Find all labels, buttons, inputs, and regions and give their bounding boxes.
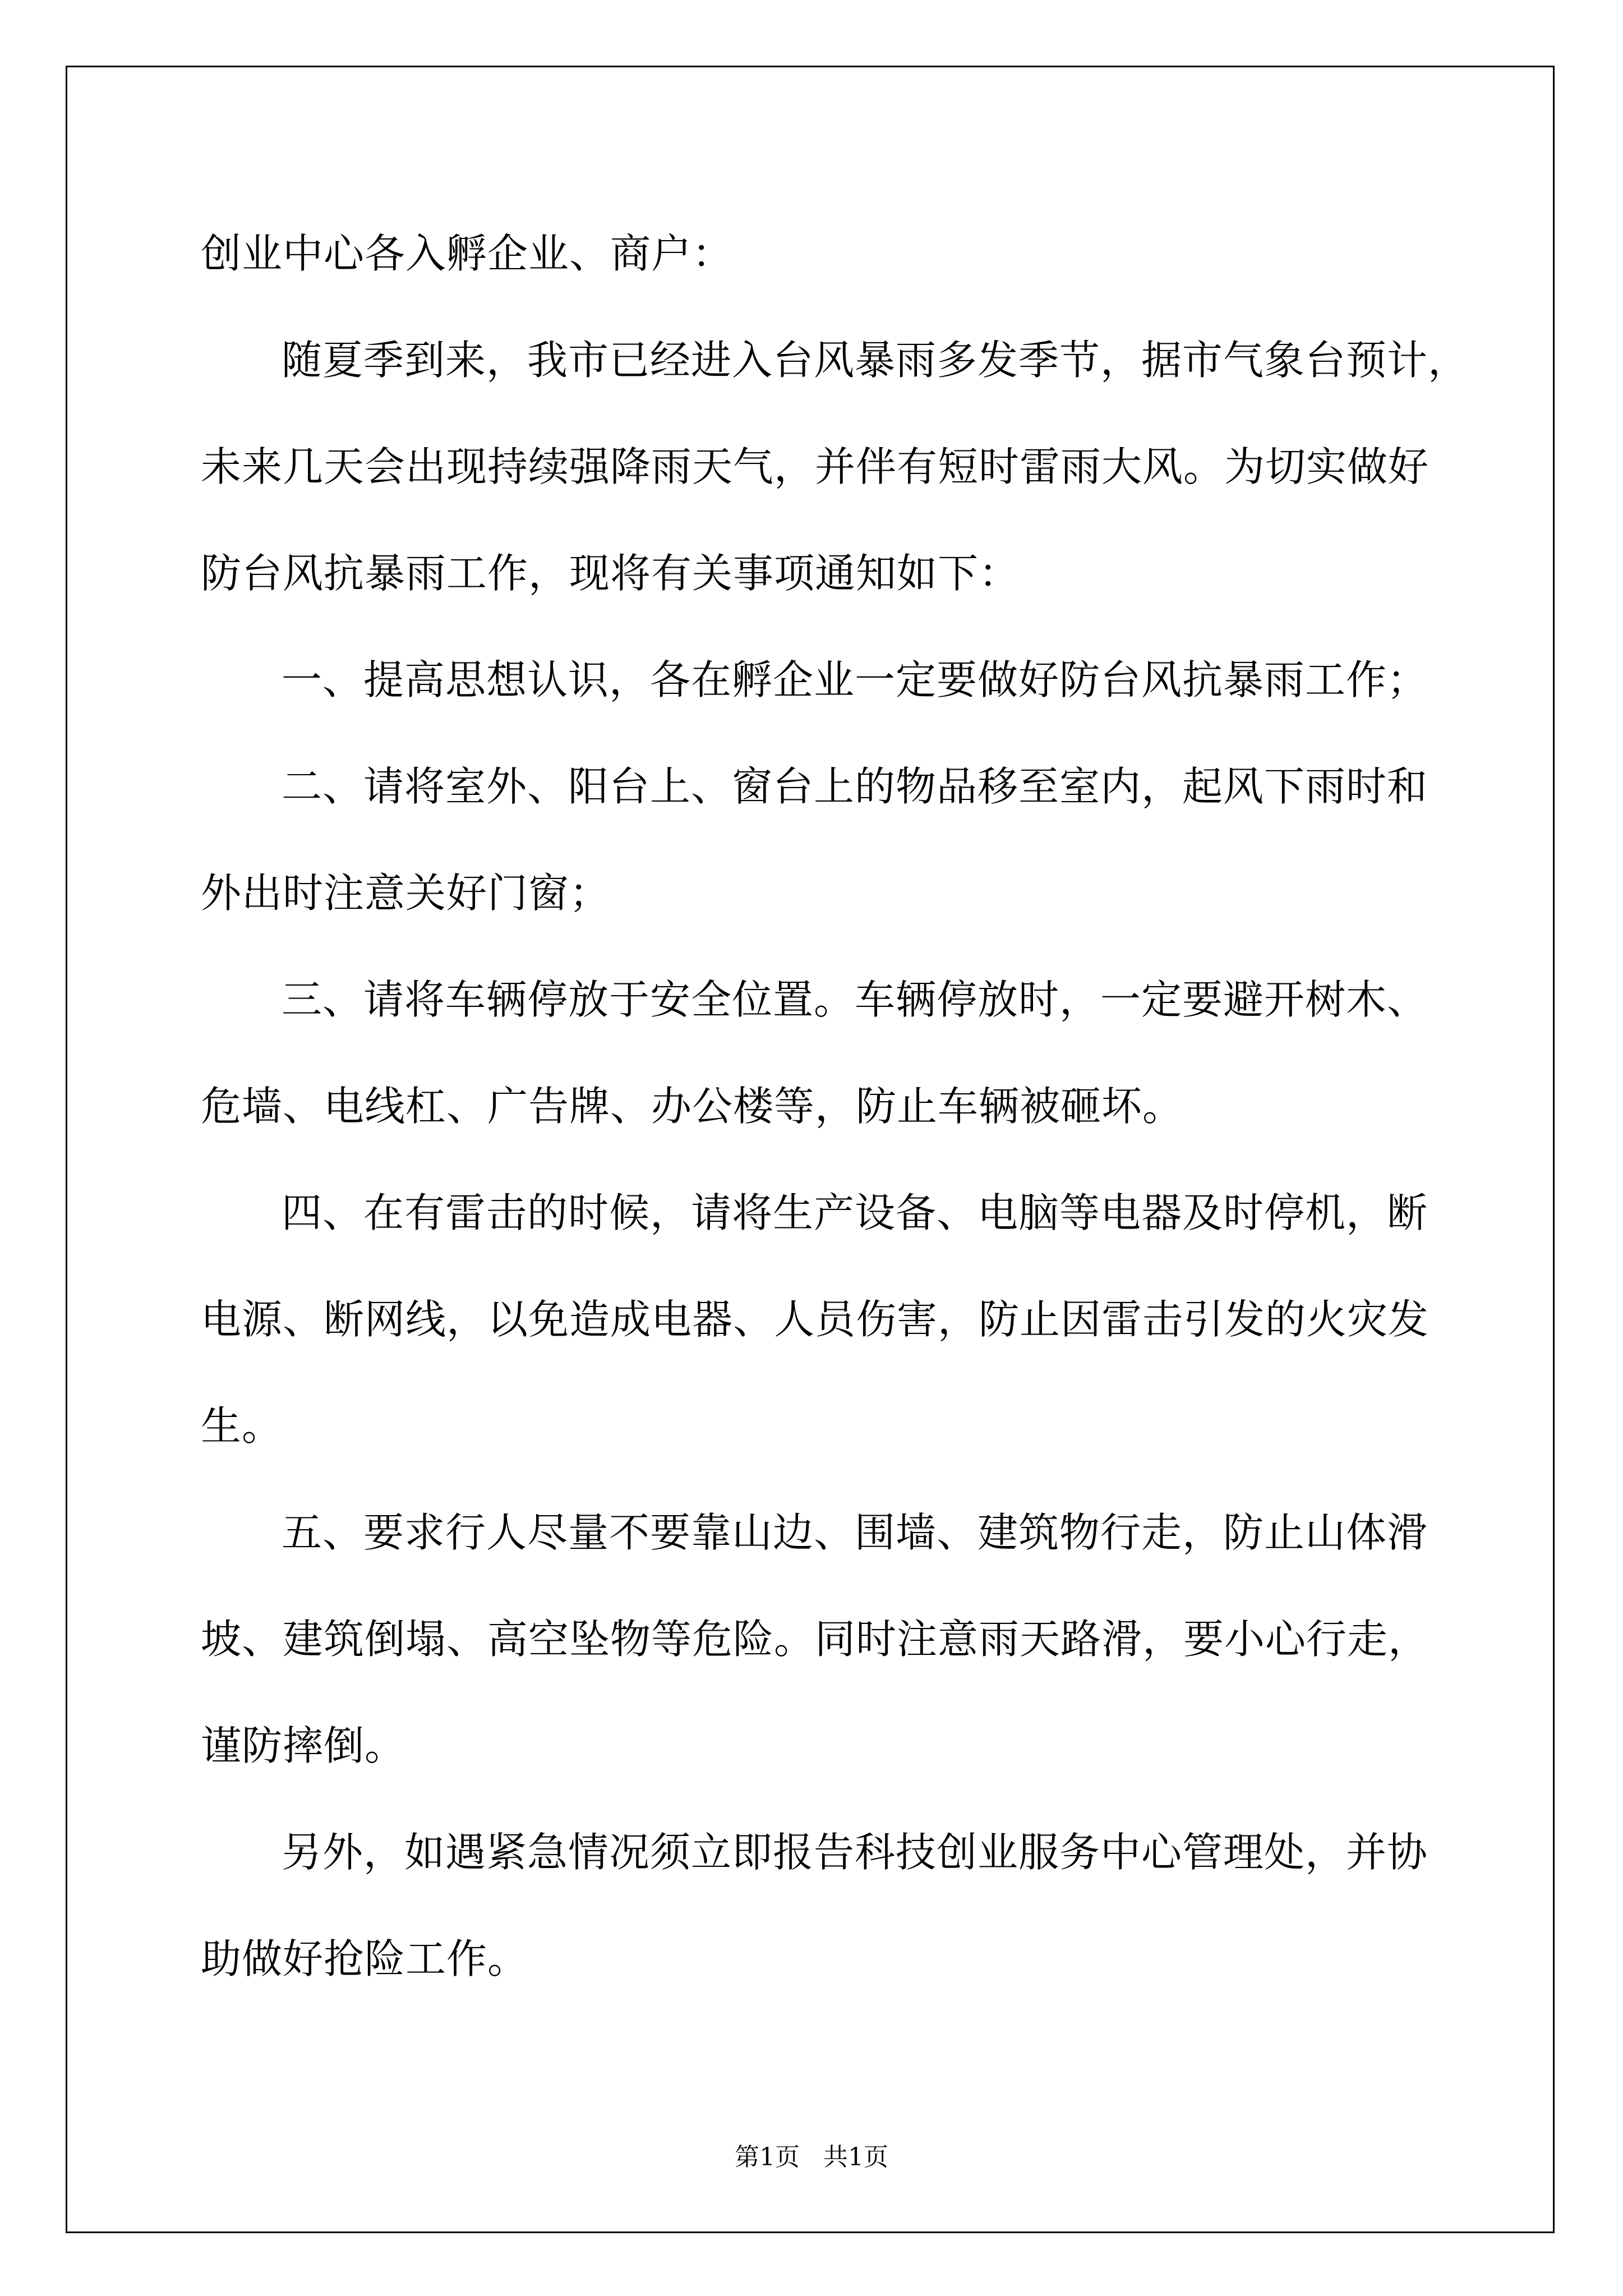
salutation-line: 创业中心各入孵企业、商户： xyxy=(201,230,734,277)
paragraph-line: 生。 xyxy=(201,1402,283,1450)
paragraph-line: 助做好抢险工作。 xyxy=(201,1935,529,1982)
paragraph-line: 外出时注意关好门窗； xyxy=(201,869,611,917)
paragraph-line: 五、要求行人尽量不要靠山边、围墙、建筑物行走，防止山体滑 xyxy=(282,1509,1428,1556)
paragraph-line: 电源、断网线，以免造成电器、人员伤害，防止因雷击引发的火灾发 xyxy=(201,1296,1430,1343)
page-border xyxy=(66,66,1555,2233)
paragraph-line: 坡、建筑倒塌、高空坠物等危险。同时注意雨天路滑，要小心行走， xyxy=(201,1616,1430,1663)
paragraph-line: 四、在有雷击的时候，请将生产设备、电脑等电器及时停机，断 xyxy=(282,1189,1428,1236)
paragraph-line: 一、提高思想认识，各在孵企业一定要做好防台风抗暴雨工作； xyxy=(282,656,1428,703)
paragraph-line: 防台风抗暴雨工作，现将有关事项通知如下： xyxy=(201,550,1020,597)
paragraph-line: 三、请将车辆停放于安全位置。车辆停放时，一定要避开树木、 xyxy=(282,976,1428,1023)
paragraph-line: 谨防摔倒。 xyxy=(201,1722,406,1769)
paragraph-line: 随夏季到来，我市已经进入台风暴雨多发季节，据市气象台预计， xyxy=(282,337,1469,384)
paragraph-line: 二、请将室外、阳台上、窗台上的物品移至室内，起风下雨时和 xyxy=(282,763,1428,810)
paragraph-line: 另外，如遇紧急情况须立即报告科技创业服务中心管理处，并协 xyxy=(282,1829,1428,1876)
paragraph-line: 未来几天会出现持续强降雨天气，并伴有短时雷雨大风。为切实做好 xyxy=(201,443,1430,490)
paragraph-line: 危墙、电线杠、广告牌、办公楼等，防止车辆被砸坏。 xyxy=(201,1083,1184,1130)
page-number-footer: 第1页 共1页 xyxy=(735,2143,888,2171)
